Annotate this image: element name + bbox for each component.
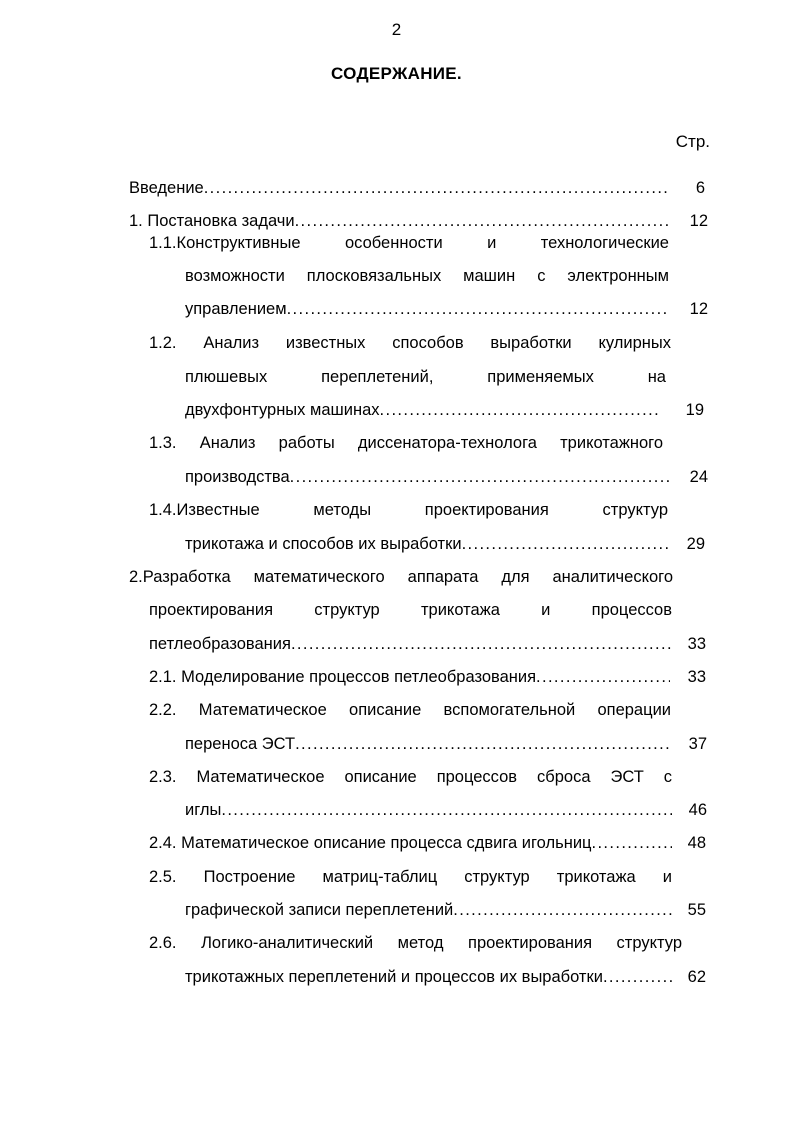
toc-entry-section-2-line3[interactable] <box>149 632 671 656</box>
toc-entry-1-2-line3[interactable] <box>185 398 659 422</box>
toc-page-number: 24 <box>689 468 708 486</box>
toc-page-number: 19 <box>685 401 704 419</box>
leader-dots <box>204 176 669 200</box>
toc-page-number: 33 <box>687 635 706 653</box>
toc-entry-2-6-line1[interactable]: 2.6. Логико-аналитический метод проектирования структур <box>149 934 682 952</box>
toc-entry-1-2-line1[interactable]: 1.2. Анализ известных способов выработки кулирных <box>149 334 671 352</box>
page-number: 2 <box>391 20 402 39</box>
toc-entry-text: трикотажных переплетений и процессов их выработки <box>185 968 603 986</box>
toc-page-number: 33 <box>687 668 706 686</box>
toc-page-number: 48 <box>687 834 706 852</box>
toc-entry-section-2-line1[interactable]: 2.Разработка математического аппарата для аналитического <box>129 568 673 586</box>
toc-entry-text: 2.4. Математическое описание процесса сдвига игольниц <box>149 834 592 852</box>
leader-dots <box>295 209 669 233</box>
toc-page-number: 37 <box>688 735 707 753</box>
toc-page-number: 12 <box>689 212 708 230</box>
leader-dots <box>295 732 672 756</box>
toc-entry-1-3-line1[interactable]: 1.3. Анализ работы диссенатора-технолога трикотажного <box>149 434 663 452</box>
toc-entry-1-3-line2[interactable] <box>185 465 671 489</box>
toc-entry-text: Введение <box>129 179 204 197</box>
toc-page-number: 55 <box>687 901 706 919</box>
leader-dots <box>592 831 673 855</box>
toc-entry-text: трикотажа и способов их выработки <box>185 535 462 553</box>
leader-dots <box>291 632 671 656</box>
toc-entry-text: управлением <box>185 300 287 318</box>
toc-entry-2-1[interactable] <box>149 665 670 689</box>
toc-entry-section-1[interactable] <box>129 209 669 233</box>
toc-entry-1-1-line1[interactable]: 1.1.Конструктивные особенности и технологические <box>149 234 669 252</box>
toc-title: СОДЕРЖАНИЕ. <box>331 64 462 83</box>
toc-page-number: 46 <box>688 801 707 819</box>
toc-entry-2-2-line2[interactable] <box>185 732 672 756</box>
toc-entry-1-4-line2[interactable] <box>185 532 669 556</box>
page-column-header: Стр. <box>675 132 710 151</box>
toc-entry-1-2-line2[interactable]: плюшевых переплетений, применяемых на <box>185 368 666 386</box>
toc-entry-2-6-line2[interactable] <box>185 965 675 989</box>
toc-entry-1-1-line3[interactable] <box>185 297 669 321</box>
toc-entry-2-3-line1[interactable]: 2.3. Математическое описание процессов сброса ЭСТ с <box>149 768 672 786</box>
toc-entry-2-5-line2[interactable] <box>185 898 672 922</box>
toc-entry-1-4-line1[interactable]: 1.4.Известные методы проектирования структур <box>149 501 668 519</box>
leader-dots <box>453 898 672 922</box>
toc-entry-text: иглы <box>185 801 222 819</box>
toc-entry-text: переноса ЭСТ <box>185 735 296 753</box>
leader-dots <box>290 465 671 489</box>
toc-entry-text: 2.1. Моделирование процессов петлеобразования <box>149 668 537 686</box>
toc-entry-text: производства <box>185 468 290 486</box>
toc-entry-intro[interactable] <box>129 176 669 200</box>
leader-dots <box>287 297 669 321</box>
toc-entry-2-4[interactable] <box>149 831 672 855</box>
toc-entry-text: петлеобразования <box>149 635 291 653</box>
leader-dots <box>536 665 670 689</box>
toc-entry-text: двухфонтурных машинах <box>185 401 380 419</box>
leader-dots <box>462 532 669 556</box>
toc-entry-2-5-line1[interactable]: 2.5. Построение матриц-таблиц структур трикотажа и <box>149 868 672 886</box>
toc-entry-2-2-line1[interactable]: 2.2. Математическое описание вспомогательной операции <box>149 701 671 719</box>
leader-dots <box>221 798 672 822</box>
toc-page-number: 6 <box>695 179 705 197</box>
toc-entry-text: 1. Постановка задачи <box>129 212 295 230</box>
leader-dots <box>603 965 675 989</box>
toc-entry-text: графической записи переплетений <box>185 901 454 919</box>
toc-page-number: 29 <box>686 535 705 553</box>
toc-page-number: 12 <box>689 300 708 318</box>
toc-entry-1-1-line2[interactable]: возможности плосковязальных машин с электронным <box>185 267 669 285</box>
leader-dots <box>380 398 659 422</box>
toc-entry-section-2-line2[interactable]: проектирования структур трикотажа и процессов <box>149 601 672 619</box>
toc-page-number: 62 <box>687 968 706 986</box>
toc-entry-2-3-line2[interactable] <box>185 798 672 822</box>
